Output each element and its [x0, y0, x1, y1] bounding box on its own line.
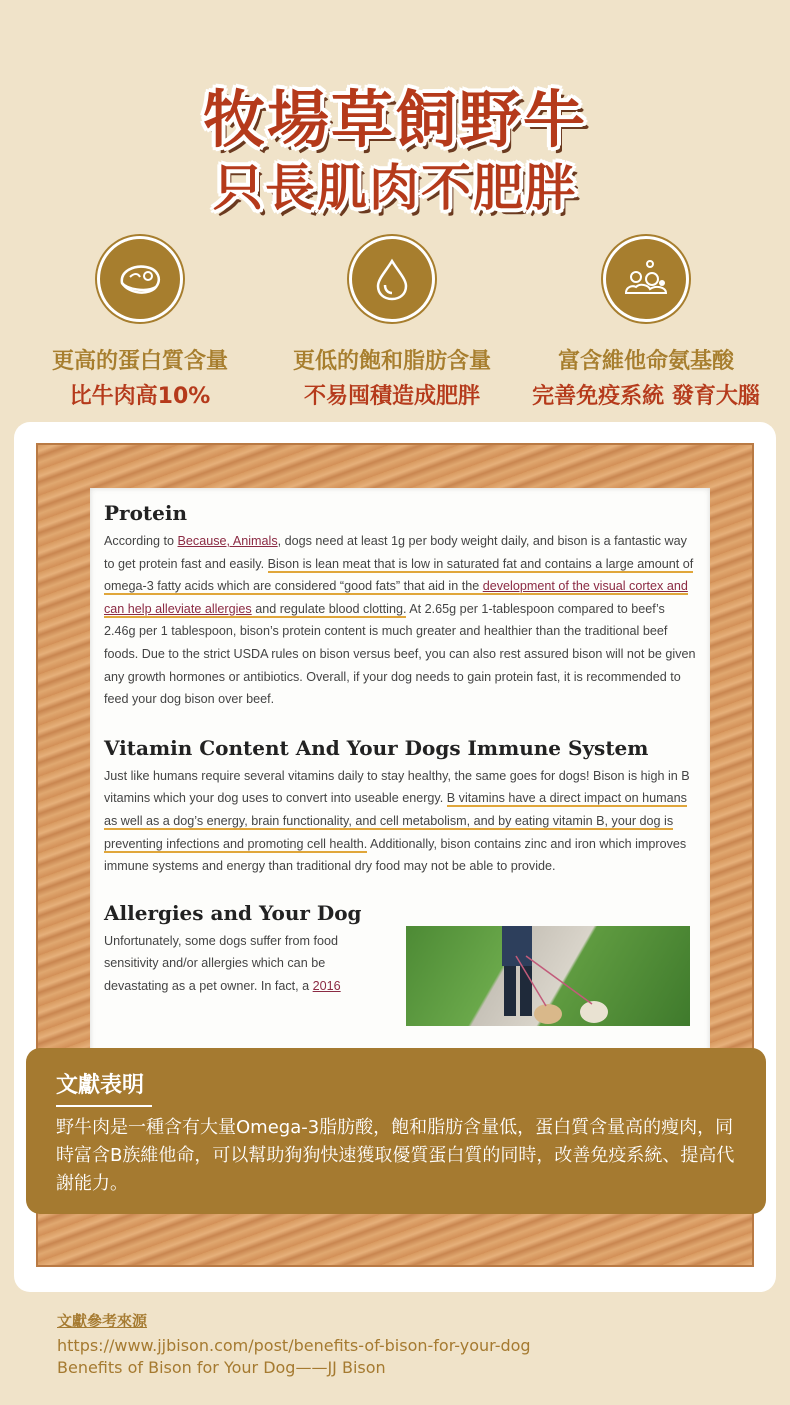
feature-line1: 富含維他命氨基酸 [557, 349, 734, 374]
highlight-underline: and regulate blood clotting. [251, 601, 407, 616]
meat-icon [97, 236, 183, 322]
evidence-title: 文獻表明 [56, 1068, 152, 1107]
visual-cortex-link[interactable]: development of the visual cortex and can help alleviate allergies [104, 579, 688, 616]
feature-fat [262, 236, 522, 410]
sub-title: 只長肌肉不肥胖 [213, 159, 577, 217]
allergy-paragraph: Unfortunately, some dogs suffer from food sensitivity and/or allergies which can be devastating as a pet owner. In fact, a 2016 [104, 933, 341, 993]
protein-paragraph: According to Because, Animals, dogs need at least 1g per body weight daily, and bison is a fantastic way to get protein fast and easily. Bison is lean meat that is low in saturated fat and contains a large amount of omega-3 fatty acids which are considered “good fats” that aid in the development of the visual cortex and can help alleviate allergies and regulate blood clotting. At 2.65g per 1-tablespoon compared to beef’s 2.46g per 1 tablespoon, bison’s protein content is much greater and healthier than the traditional beef foods. Due to the strict USDA rules on bison versus beef, you can also rest assured bison will not be given any growth hormones or antibiotics. Overall, if your dog needs to gain protein fast, it is recommended to feed your dog bison over beef. [104, 534, 696, 707]
feature-protein [10, 236, 270, 410]
source-name: Benefits of Bison for Your Dog——JJ Bison [57, 1358, 386, 1377]
source-title: 文獻參考來源 [57, 1312, 148, 1330]
feature-line2: 比牛肉高10% [69, 384, 211, 409]
feature-line1: 更低的飽和脂肪含量 [292, 349, 491, 374]
feature-line2: 完善免疫系統 發育大腦 [532, 384, 760, 409]
highlight-underline: B vitamins have a direct impact on humans as well as a dog’s energy, brain functionality, and cell metabolism, and by eating vitamin B, your dog is preventing infections and promoting cell health. [104, 791, 687, 851]
article-body [104, 498, 696, 998]
evidence-body: 野牛肉是一種含有大量Omega-3脂肪酸，飽和脂肪含量低，蛋白質含量高的瘦肉，同時富含B族維他命，可以幫助狗狗快速獲取優質蛋白質的同時，改善免疫系統、提高代謝能力。 [56, 1117, 735, 1194]
feature-vitamin [516, 236, 776, 410]
source-url[interactable]: https://www.jjbison.com/post/benefits-of-bison-for-your-dog [57, 1336, 531, 1355]
main-title: 牧場草飼野牛 [202, 83, 587, 156]
study-2016-link[interactable]: 2016 [312, 978, 341, 993]
feature-line1: 更高的蛋白質含量 [51, 349, 228, 374]
allergy-heading: Allergies and Your Dog [104, 900, 362, 925]
because-animals-link[interactable]: Because, Animals [177, 534, 278, 548]
highlight-underline: Bison is lean meat that is low in saturated fat and contains a large amount of omega-3 fatty acids which are considered “good fats” that aid in the [104, 556, 694, 594]
vitamin-paragraph: Just like humans require several vitamins daily to stay healthy, the same goes for dogs! Bison is high in B vitamins which your dog uses to convert into useable energy. B vitamins have a direct impact on humans as well as a dog’s energy, brain functionality, and cell metabolism, and by eating vitamin B, your dog is preventing infections and promoting cell health. Additionally, bison contains zinc and iron which improves immune systems and energy than traditional dry food may not be able to provide. [104, 768, 690, 874]
bubbles-icon [603, 236, 689, 322]
evidence-box [26, 1048, 766, 1214]
protein-heading: Protein [104, 501, 188, 525]
droplet-icon [349, 236, 435, 322]
dog-walking-photo [406, 926, 690, 1026]
vitamin-heading: Vitamin Content And Your Dogs Immune System [104, 735, 649, 760]
feature-line2: 不易囤積造成肥胖 [303, 384, 480, 409]
